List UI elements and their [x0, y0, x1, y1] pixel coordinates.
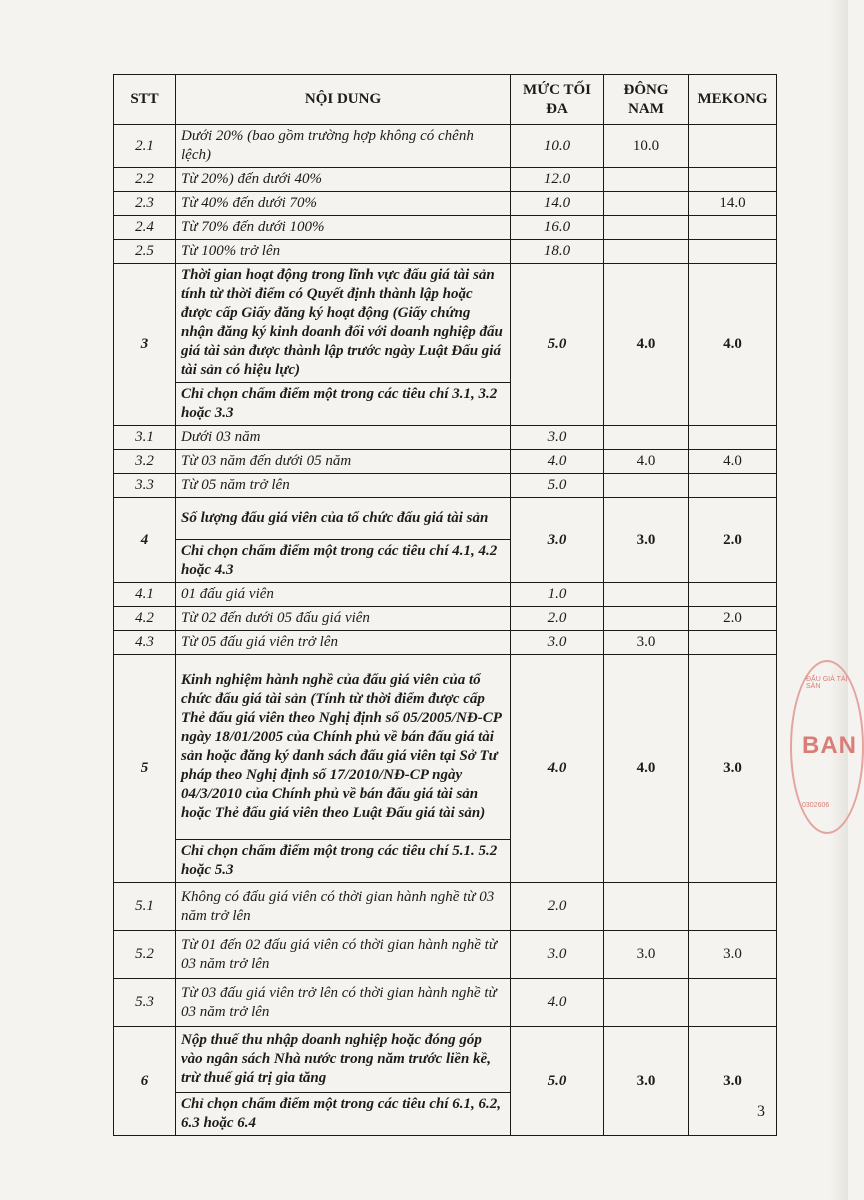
- row-max: 18.0: [511, 240, 604, 264]
- row-max: 3.0: [511, 931, 604, 979]
- table-row: [114, 240, 777, 264]
- row-stt: 5.2: [114, 931, 176, 979]
- row-content: Từ 02 đến dưới 05 đấu giá viên: [176, 607, 511, 631]
- section-6-title: Nộp thuế thu nhập doanh nghiệp hoặc đóng góp vào ngân sách Nhà nước trong năm trước liền kề, trừ thuế giá trị gia tăng: [176, 1027, 511, 1093]
- row-mekong: 14.0: [689, 192, 777, 216]
- row-mekong: [689, 631, 777, 655]
- row-content: Từ 01 đến 02 đấu giá viên có thời gian hành nghề từ 03 năm trở lên: [176, 931, 511, 979]
- row-max: 10.0: [511, 125, 604, 168]
- row-stt: 2.5: [114, 240, 176, 264]
- row-dong-nam: 4.0: [604, 450, 689, 474]
- page-edge: [830, 0, 848, 1200]
- row-dong-nam: [604, 426, 689, 450]
- table-row: [114, 192, 777, 216]
- header-mekong: MEKONG: [689, 75, 777, 125]
- section-3-title: Thời gian hoạt động trong lĩnh vực đấu giá tài sản tính từ thời điểm có Quyết định thành lập hoặc được cấp Giấy đăng ký hoạt động (Giấy chứng nhận đăng ký kinh doanh đối với doanh nghiệp đấu giá tài sản được thành lập trước ngày Luật Đấu giá tài sản có hiệu lực): [176, 264, 511, 383]
- row-mekong: [689, 168, 777, 192]
- row-content: Từ 70% đến dưới 100%: [176, 216, 511, 240]
- section-6-stt: 6: [114, 1027, 176, 1136]
- section-3-mekong: 4.0: [689, 264, 777, 426]
- row-stt: 4.3: [114, 631, 176, 655]
- section-5-note: Chỉ chọn chấm điểm một trong các tiêu chí 5.1. 5.2 hoặc 5.3: [176, 840, 511, 883]
- row-content: Dưới 03 năm: [176, 426, 511, 450]
- table-row: [114, 931, 777, 979]
- row-mekong: 3.0: [689, 931, 777, 979]
- section-4-dong-nam: 3.0: [604, 498, 689, 583]
- section-6-dong-nam: 3.0: [604, 1027, 689, 1136]
- row-stt: 2.4: [114, 216, 176, 240]
- row-max: 3.0: [511, 426, 604, 450]
- table-row: [114, 583, 777, 607]
- row-max: 4.0: [511, 450, 604, 474]
- section-5-title-row: [114, 655, 777, 840]
- row-mekong: [689, 216, 777, 240]
- row-content: 01 đấu giá viên: [176, 583, 511, 607]
- row-mekong: [689, 979, 777, 1027]
- section-6-title-row: [114, 1027, 777, 1093]
- table-row: [114, 607, 777, 631]
- table-row: [114, 631, 777, 655]
- row-stt: 4.2: [114, 607, 176, 631]
- row-max: 14.0: [511, 192, 604, 216]
- table-row: [114, 426, 777, 450]
- row-max: 3.0: [511, 631, 604, 655]
- row-content: Không có đấu giá viên có thời gian hành nghề từ 03 năm trở lên: [176, 883, 511, 931]
- scoring-table: [113, 74, 777, 1136]
- red-stamp: ĐẤU GIÁ TÀI SẢN BAN 0302606: [790, 660, 864, 834]
- section-3-title-row: [114, 264, 777, 383]
- row-mekong: 2.0: [689, 607, 777, 631]
- row-max: 2.0: [511, 607, 604, 631]
- section-5-stt: 5: [114, 655, 176, 883]
- table-row: [114, 168, 777, 192]
- section-5-title: Kinh nghiệm hành nghề của đấu giá viên của tổ chức đấu giá tài sản (Tính từ thời điểm được cấp Thẻ đấu giá viên theo Nghị định số 05/2005/NĐ-CP ngày 18/01/2005 của Chính phủ về bán đấu giá tài sản hoặc đăng ký danh sách đấu giá viên tại Sở Tư pháp theo Nghị định số 17/2010/NĐ-CP ngày 04/3/2010 của Chính phủ về bán đấu giá tài sản hoặc Thẻ đấu giá viên theo Luật Đấu giá tài sản): [176, 655, 511, 840]
- section-3-dong-nam: 4.0: [604, 264, 689, 426]
- row-content: Từ 05 năm trở lên: [176, 474, 511, 498]
- row-mekong: [689, 125, 777, 168]
- row-stt: 2.3: [114, 192, 176, 216]
- section-6-note: Chỉ chọn chấm điểm một trong các tiêu chí 6.1, 6.2, 6.3 hoặc 6.4: [176, 1093, 511, 1136]
- header-muc-toi-da: MỨC TỐI ĐA: [511, 75, 604, 125]
- row-max: 16.0: [511, 216, 604, 240]
- row-mekong: [689, 883, 777, 931]
- row-max: 12.0: [511, 168, 604, 192]
- section-4-stt: 4: [114, 498, 176, 583]
- row-dong-nam: [604, 979, 689, 1027]
- section-5-max: 4.0: [511, 655, 604, 883]
- row-content: Từ 100% trở lên: [176, 240, 511, 264]
- section-4-mekong: 2.0: [689, 498, 777, 583]
- section-6-mekong: 3.0: [689, 1027, 777, 1136]
- row-stt: 5.1: [114, 883, 176, 931]
- row-dong-nam: [604, 192, 689, 216]
- section-4-title: Số lượng đấu giá viên của tổ chức đấu giá tài sản: [176, 498, 511, 540]
- section-3-max: 5.0: [511, 264, 604, 426]
- table-row: [114, 216, 777, 240]
- row-max: 1.0: [511, 583, 604, 607]
- row-content: Từ 03 đấu giá viên trở lên có thời gian hành nghề từ 03 năm trở lên: [176, 979, 511, 1027]
- row-max: 4.0: [511, 979, 604, 1027]
- table-header-row: [114, 75, 777, 125]
- table-row: [114, 883, 777, 931]
- row-dong-nam: 3.0: [604, 931, 689, 979]
- row-content: Từ 20%) đến dưới 40%: [176, 168, 511, 192]
- row-stt: 2.1: [114, 125, 176, 168]
- section-4-max: 3.0: [511, 498, 604, 583]
- page-number: 3: [757, 1103, 765, 1120]
- table-row: [114, 450, 777, 474]
- section-3-stt: 3: [114, 264, 176, 426]
- section-3-note: Chỉ chọn chấm điểm một trong các tiêu chí 3.1, 3.2 hoặc 3.3: [176, 383, 511, 426]
- row-dong-nam: [604, 474, 689, 498]
- row-content: Từ 03 năm đến dưới 05 năm: [176, 450, 511, 474]
- row-dong-nam: [604, 607, 689, 631]
- section-5-mekong: 3.0: [689, 655, 777, 883]
- section-5-dong-nam: 4.0: [604, 655, 689, 883]
- row-dong-nam: [604, 883, 689, 931]
- row-dong-nam: [604, 216, 689, 240]
- section-4-note: Chỉ chọn chấm điểm một trong các tiêu chí 4.1, 4.2 hoặc 4.3: [176, 540, 511, 583]
- table-row: [114, 125, 777, 168]
- section-4-title-row: [114, 498, 777, 540]
- table-row: [114, 979, 777, 1027]
- row-stt: 3.1: [114, 426, 176, 450]
- row-stt: 3.2: [114, 450, 176, 474]
- row-stt: 3.3: [114, 474, 176, 498]
- row-dong-nam: 10.0: [604, 125, 689, 168]
- row-stt: 4.1: [114, 583, 176, 607]
- row-mekong: 4.0: [689, 450, 777, 474]
- row-content: Dưới 20% (bao gồm trường hợp không có chênh lệch): [176, 125, 511, 168]
- row-stt: 5.3: [114, 979, 176, 1027]
- row-dong-nam: [604, 168, 689, 192]
- row-dong-nam: [604, 583, 689, 607]
- section-6-max: 5.0: [511, 1027, 604, 1136]
- header-dong-nam: ĐÔNG NAM: [604, 75, 689, 125]
- row-max: 2.0: [511, 883, 604, 931]
- row-max: 5.0: [511, 474, 604, 498]
- row-content: Từ 40% đến dưới 70%: [176, 192, 511, 216]
- row-mekong: [689, 240, 777, 264]
- row-mekong: [689, 426, 777, 450]
- table-row: [114, 474, 777, 498]
- row-dong-nam: [604, 240, 689, 264]
- row-dong-nam: 3.0: [604, 631, 689, 655]
- header-noi-dung: NỘI DUNG: [176, 75, 511, 125]
- row-mekong: [689, 583, 777, 607]
- row-stt: 2.2: [114, 168, 176, 192]
- row-mekong: [689, 474, 777, 498]
- header-stt: STT: [114, 75, 176, 125]
- row-content: Từ 05 đấu giá viên trở lên: [176, 631, 511, 655]
